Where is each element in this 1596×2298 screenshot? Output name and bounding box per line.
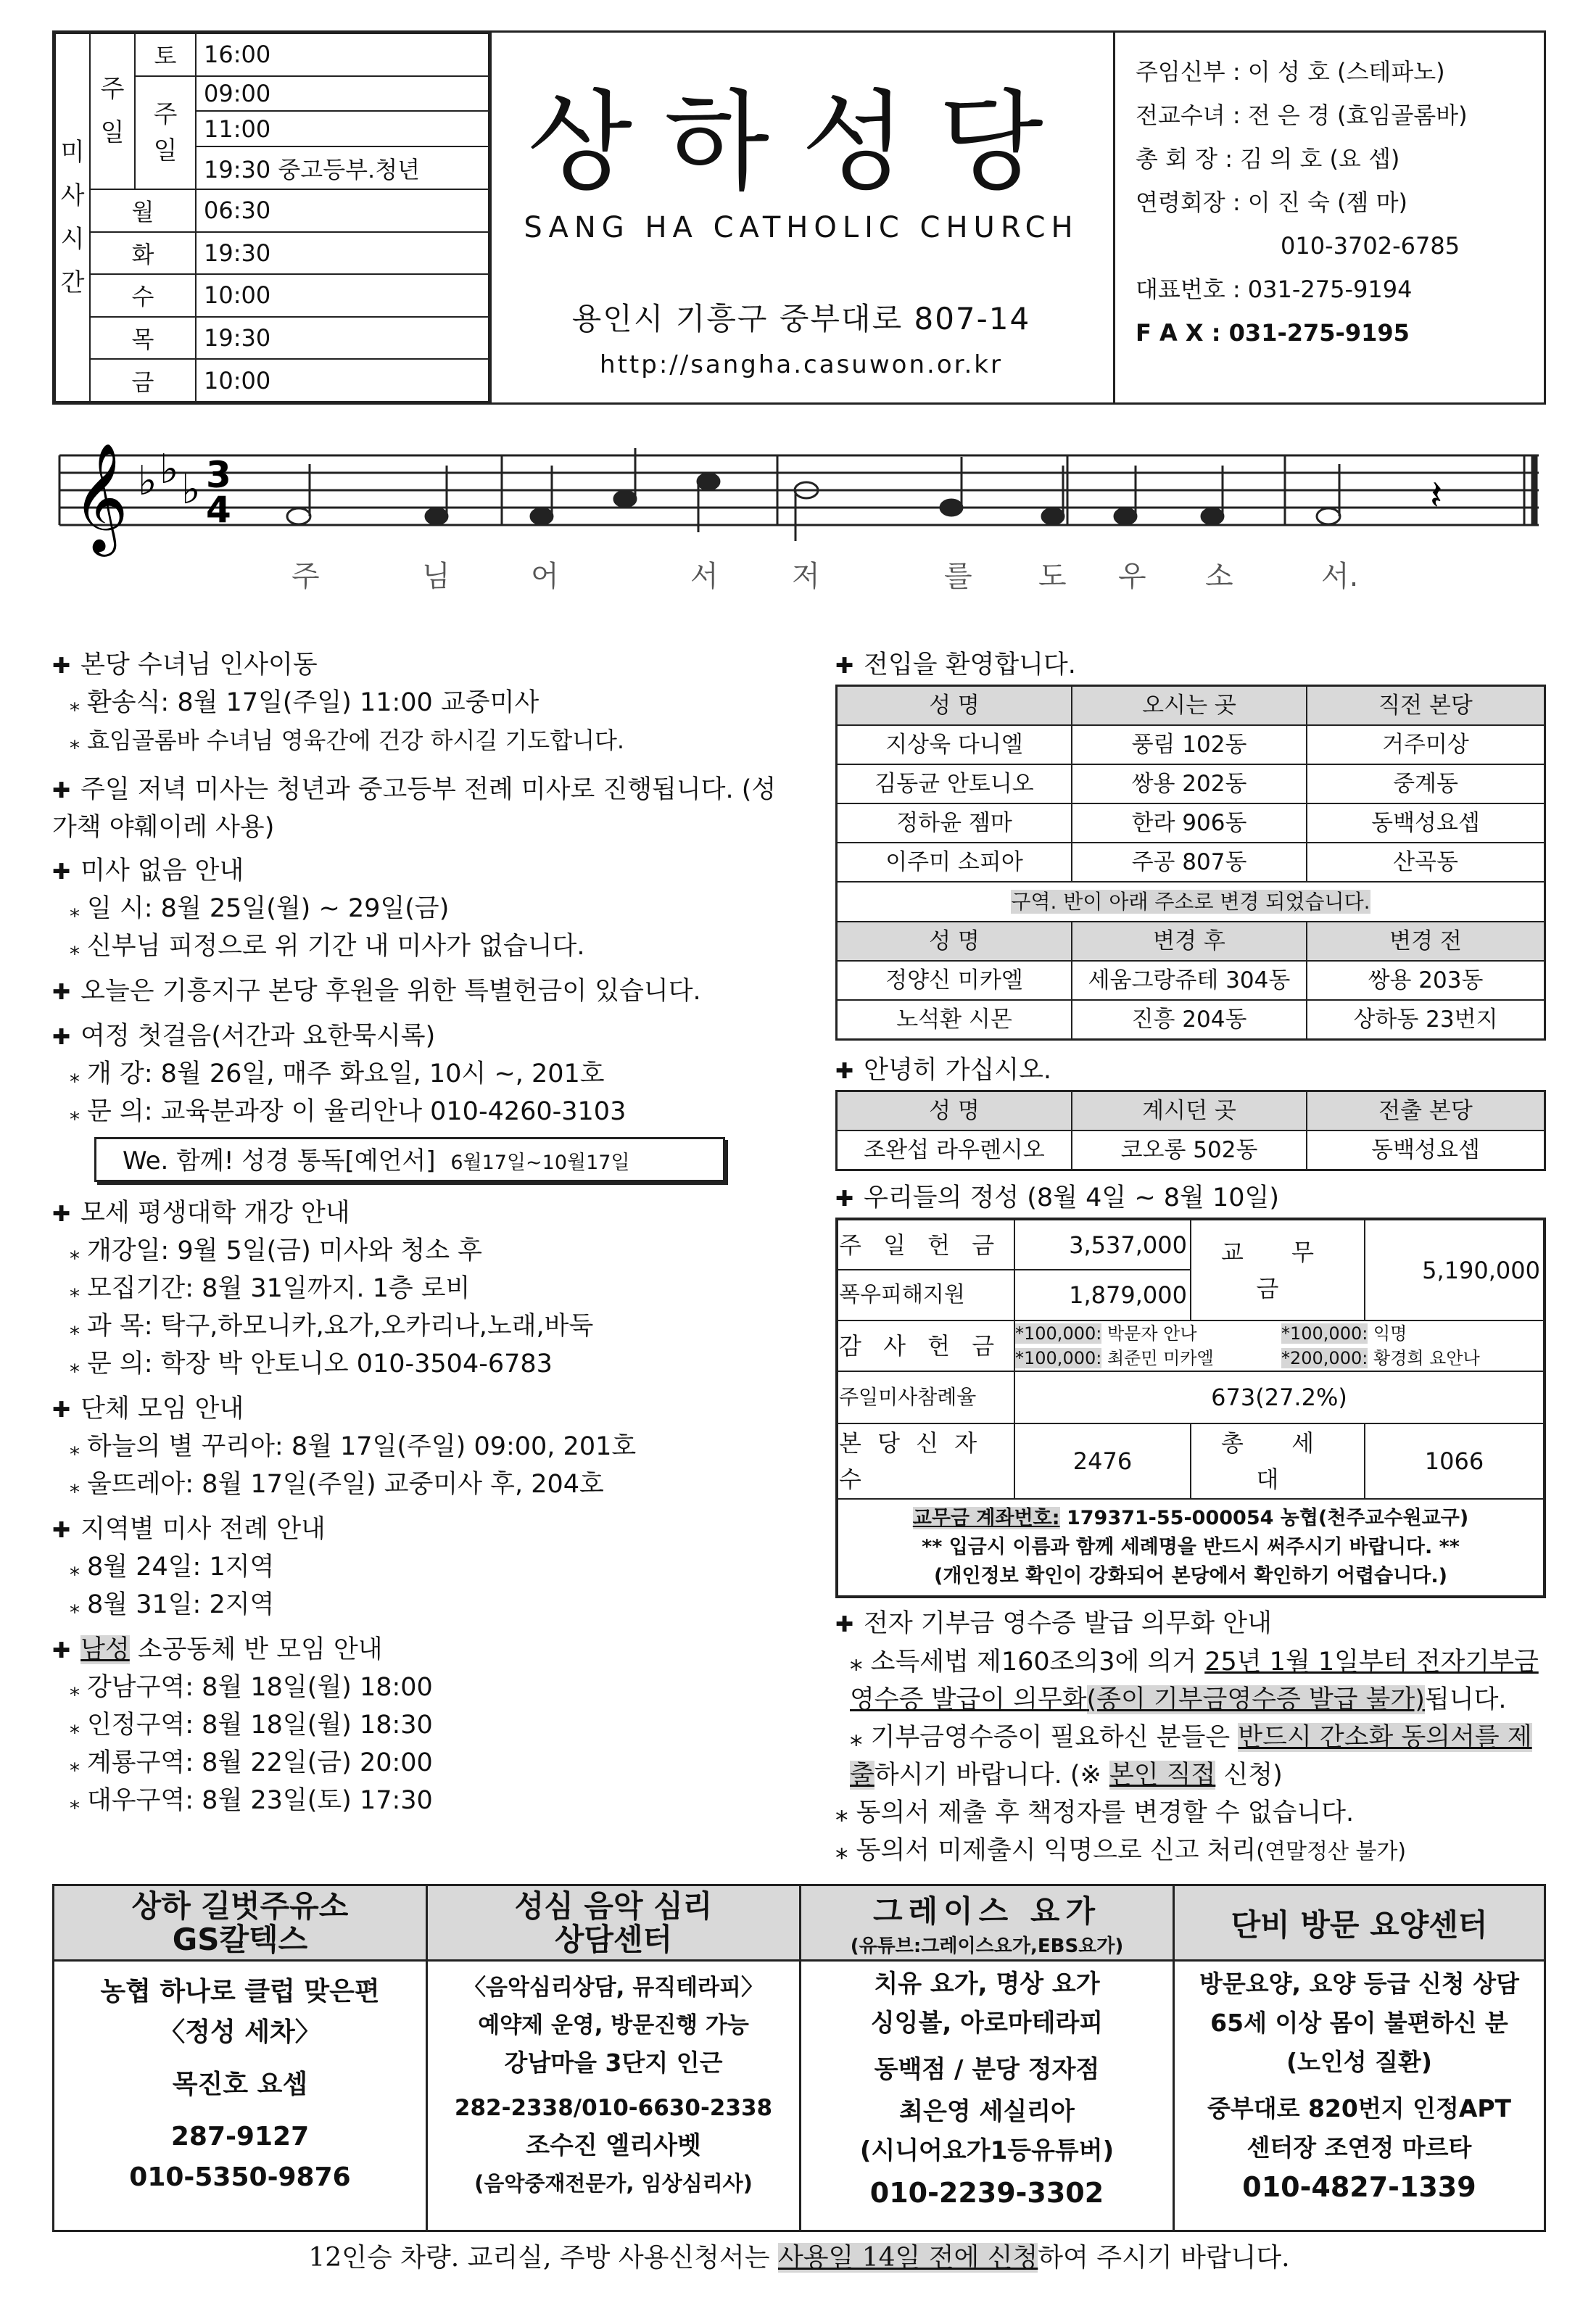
- mass-schedule-table: [54, 33, 489, 402]
- ad-title: 성심 음악 심리 상담센터: [427, 1885, 801, 1961]
- notice-heading: ✚ 본당 수녀님 인사이동: [52, 647, 785, 685]
- footer-text: 하여 주시기 바랍니다.: [1038, 2243, 1290, 2273]
- church-title: 상하성당: [527, 80, 1075, 206]
- staff-line: 전교수녀 : 전 은 경 (효임골롬바): [1136, 102, 1468, 129]
- offer-value: 2476: [1014, 1423, 1191, 1499]
- account-number: 179371-55-000054 농협(천주교수원교구): [1059, 1507, 1469, 1529]
- church-url[interactable]: http://sangha.casuwon.or.kr: [600, 350, 1003, 379]
- table-row: [837, 725, 1545, 764]
- notice-bullet: ⁎ 문 의: 학장 박 안토니오 010-3504-6783: [52, 1346, 785, 1384]
- ad-line: (노인성 질환): [1286, 2048, 1433, 2076]
- ad-title: 단비 방문 요양센터: [1174, 1885, 1545, 1961]
- day-tue: 화: [90, 232, 196, 275]
- table-row: [837, 764, 1545, 803]
- mass-char: 시: [60, 225, 85, 254]
- donor: 황경희 요안나: [1373, 1348, 1480, 1368]
- half-note: [1317, 508, 1340, 524]
- time-sat: 16:00: [196, 33, 489, 76]
- church-address: 용인시 기흥구 중부대로 807-14: [571, 301, 1031, 336]
- welcome-table: [835, 685, 1546, 1041]
- ereceipt-heading: ✚ 전자 기부금 영수증 발급 의무화 안내: [835, 1605, 1546, 1643]
- cell: 정하윤 젬마: [837, 803, 1072, 843]
- ad-line: 287-9127: [170, 2122, 310, 2152]
- table-row: [837, 1131, 1545, 1170]
- time-sig-top: 3: [206, 454, 231, 496]
- thanks-offerings: [1014, 1320, 1545, 1371]
- notice-bullet: ⁎ 모집기간: 8월 31일까지. 1층 로비: [52, 1270, 785, 1308]
- sunday-label: [90, 33, 135, 189]
- amount: *200,000:: [1281, 1348, 1368, 1368]
- time-sig-bottom: 4: [206, 489, 231, 531]
- time-sun-2: 11:00: [196, 111, 489, 146]
- text: (연말정산 불가): [1256, 1839, 1407, 1864]
- cell: 거주미상: [1307, 725, 1545, 764]
- ad-line: 동백점 / 분당 정자점: [874, 2055, 1100, 2084]
- ads-table: [52, 1884, 1546, 2232]
- offer-value: 3,537,000: [1014, 1219, 1191, 1270]
- treble-clef-icon: 𝄞: [73, 442, 128, 552]
- staff-line: 대표번호 : 031-275-9194: [1136, 276, 1413, 303]
- notice-bullet: ⁎ 8월 31일: 2지역: [52, 1587, 785, 1624]
- time-tue: 19:30: [196, 232, 489, 275]
- text: 동의서 미제출시 익명으로 신고 처리: [856, 1836, 1257, 1865]
- offer-label: 주 일 헌 금: [837, 1219, 1014, 1270]
- donor: 최준민 미카엘: [1107, 1348, 1214, 1368]
- half-note: [287, 508, 310, 524]
- text: 신청): [1215, 1761, 1283, 1790]
- col-header: 오시는 곳: [1072, 686, 1307, 726]
- offer-label: 감 사 헌 금: [837, 1320, 1014, 1371]
- text: 동의서 제출 후 책정자를 변경할 수 없습니다.: [856, 1798, 1355, 1827]
- notice-bullet: ⁎ 계룡구역: 8월 22일(금) 20:00: [52, 1745, 785, 1782]
- ad-line: (음악중재전문가, 임상심리사): [474, 2171, 753, 2196]
- donor: 박문자 안나: [1107, 1323, 1197, 1344]
- amount: *100,000:: [1281, 1323, 1368, 1344]
- cell: 풍림 102동: [1072, 725, 1307, 764]
- ad-subtitle: (유튜브:그레이스요가,EBS요가): [850, 1935, 1124, 1957]
- notice-heading: ✚ 주일 저녁 미사는 청년과 중고등부 전례 미사로 진행됩니다. (성가책 야훼이레 사용): [52, 772, 785, 846]
- cell: 지상욱 다니엘: [837, 725, 1072, 764]
- ad-line: 010-2239-3302: [869, 2177, 1104, 2209]
- account-note: ** 입금시 이름과 함께 세례명을 반드시 써주시기 바랍니다. **: [922, 1536, 1460, 1558]
- col-header: 성 명: [837, 1091, 1072, 1131]
- ad-line: 농협 하나로 클럽 맞은편: [100, 1977, 380, 2006]
- left-column: [52, 640, 785, 1820]
- cell: 동백성요셉: [1307, 1131, 1545, 1170]
- rest-icon: 𝄽: [1430, 472, 1443, 519]
- ad-body: [427, 1961, 801, 2231]
- music-score: [52, 428, 1546, 602]
- ad-title-cell: [801, 1885, 1174, 1961]
- quarter-note: [1115, 508, 1136, 524]
- lyric: 를: [944, 560, 972, 593]
- donor: 익명: [1373, 1323, 1407, 1344]
- ad-line: 010-4827-1339: [1242, 2171, 1476, 2203]
- footer-highlight: 사용일 14일 전에 신청: [777, 2243, 1038, 2273]
- ad-line: 예약제 운영, 방문진행 가능: [478, 2012, 749, 2038]
- cell: 중계동: [1307, 764, 1545, 803]
- ad-line: 싱잉볼, 아로마테라피: [870, 2009, 1104, 2038]
- notice-bullet: ⁎ 효임골롬바 수녀님 영육간에 건강 하시길 기도합니다.: [52, 722, 785, 760]
- text: 하시기 바랍니다. (※: [874, 1761, 1109, 1790]
- notice-heading: ✚ 단체 모임 안내: [52, 1391, 785, 1429]
- notice-bullet: ⁎ 8월 24일: 1지역: [52, 1549, 785, 1587]
- ereceipt-para: ⁎ 소득세법 제160조의3에 의거 25년 1월 1일부터 전자기부금 영수증 발급이 의무화(종이 기부금영수증 발급 불가)됩니다.: [850, 1648, 1539, 1714]
- notice-heading: ✚ 미사 없음 안내: [52, 853, 785, 890]
- col-header: 성 명: [837, 922, 1072, 961]
- notice-bullet: ⁎ 과 목: 탁구,하모니카,요가,오카리나,노래,바둑: [52, 1308, 785, 1346]
- footer-text: 12인승 차량. 교리실, 주방 사용신청서는: [308, 2243, 778, 2273]
- staff-line: F A X : 031-275-9195: [1136, 319, 1410, 347]
- time-sun-3: 19:30 중고등부.청년: [196, 146, 489, 189]
- bible-reading-box: [94, 1137, 725, 1182]
- offer-label: 총 세 대: [1191, 1423, 1365, 1499]
- cell: 쌍용 202동: [1072, 764, 1307, 803]
- heading-text: 소공동체 반 모임 안내: [129, 1635, 383, 1664]
- notice-bullet: ⁎ 인정구역: 8월 18일(월) 18:30: [52, 1707, 785, 1745]
- notice-heading: ✚ 지역별 미사 전례 안내: [52, 1511, 785, 1549]
- offer-label: 폭우피해지원: [837, 1270, 1014, 1320]
- account-note: (개인정보 확인이 강화되어 본당에서 확인하기 어렵습니다.): [934, 1565, 1447, 1587]
- ereceipt-para: ⁎ 동의서 제출 후 책정자를 변경할 수 없습니다.: [835, 1798, 1355, 1827]
- ad-line: 목진호 요셉: [172, 2070, 308, 2099]
- heading-highlight: 남성: [80, 1635, 130, 1664]
- header-box: [52, 30, 1546, 405]
- text-highlight: (종이 기부금영수증 발급 불가): [1086, 1685, 1425, 1714]
- staff-line: 연령회장 : 이 진 숙 (젬 마): [1136, 189, 1407, 216]
- offering-heading: ✚ 우리들의 정성 (8월 4일 ~ 8월 10일): [835, 1180, 1546, 1218]
- notice-heading: ✚ 모세 평생대학 개강 안내: [52, 1195, 785, 1233]
- sunday-char: 주: [153, 99, 178, 129]
- notice-heading: ✚ 여정 첫걸음(서간과 요한묵시록): [52, 1018, 785, 1056]
- table-row: [837, 843, 1545, 882]
- ad-line: 282-2338/010-6630-2338: [454, 2095, 773, 2121]
- ad-line: (시니어요가1등유튜버): [859, 2136, 1115, 2165]
- ereceipt-body: [835, 1643, 1546, 1871]
- table-row: [837, 1000, 1545, 1040]
- text-underlined: 25년 1월 1일부터 전자기부금 영수증 발급이 의무화: [850, 1648, 1539, 1714]
- notice-bullet: ⁎ 환송식: 8월 17일(주일) 11:00 교중미사: [52, 685, 785, 722]
- ad-line: 중부대로 820번지 인정APT: [1207, 2094, 1512, 2123]
- ereceipt-para: ⁎ 동의서 미제출시 익명으로 신고 처리(연말정산 불가): [835, 1836, 1407, 1865]
- sunday-char: 일: [153, 136, 178, 165]
- mass-schedule: [54, 33, 492, 402]
- offer-value: 1066: [1365, 1423, 1545, 1499]
- time-mon: 06:30: [196, 189, 489, 232]
- text: 기부금영수증이 필요하신 분들은: [870, 1723, 1239, 1752]
- ereceipt-para: ⁎ 기부금영수증이 필요하신 분들은 반드시 간소화 동의서를 제출하시기 바랍니다. (※ 본인 직접 신청): [850, 1723, 1532, 1790]
- quarter-note: [1202, 508, 1223, 524]
- ad-line: 강남마을 3단지 인근: [504, 2049, 723, 2077]
- notes: [287, 448, 1340, 541]
- day-sat: 토: [135, 33, 196, 76]
- notice-bullet: ⁎ 울뜨레아: 8월 17일(주일) 교중미사 후, 204호: [52, 1466, 785, 1504]
- col-header: 전출 본당: [1307, 1091, 1545, 1131]
- amount: *100,000:: [1015, 1323, 1102, 1344]
- lyric: 서.: [1321, 560, 1359, 593]
- lyrics: [292, 560, 1358, 593]
- offer-value: 673(27.2%): [1014, 1371, 1545, 1423]
- staff-line: 총 회 장 : 김 의 호 (요 셉): [1136, 145, 1400, 173]
- cell: 주공 807동: [1072, 843, 1307, 882]
- time-fri: 10:00: [196, 359, 489, 402]
- cell: 조완섭 라우렌시오: [837, 1131, 1072, 1170]
- flat-icon: ♭: [138, 458, 157, 505]
- notice-bullet: ⁎ 신부님 피정으로 위 기간 내 미사가 없습니다.: [52, 928, 785, 966]
- mass-char: 미: [60, 138, 85, 167]
- cell: 정양신 미카엘: [837, 961, 1072, 1000]
- right-column: [835, 640, 1546, 1871]
- bible-reading-period: 6월17일~10월17일: [450, 1152, 630, 1174]
- notice-bullet: ⁎ 개 강: 8월 26일, 매주 화요일, 10시 ~, 201호: [52, 1056, 785, 1094]
- lyric: 서: [690, 560, 719, 593]
- church-subtitle: SANG HA CATHOLIC CHURCH: [524, 211, 1079, 244]
- day-thu: 목: [90, 317, 196, 360]
- lyric: 주: [292, 560, 320, 593]
- change-note: [837, 882, 1545, 922]
- lyric: 어: [531, 560, 559, 593]
- flat-icon: ♭: [160, 446, 179, 493]
- staff-list: [1113, 33, 1545, 402]
- text-highlight: 본인 직접: [1109, 1761, 1216, 1790]
- footer-note: [52, 2237, 1546, 2274]
- ad-line: 센터장 조연정 마르타: [1246, 2133, 1472, 2162]
- cell: 김동균 안토니오: [837, 764, 1072, 803]
- staff-line: 010-3702-6785: [1281, 232, 1460, 260]
- text-highlight: 반드시 간소화 동의서를 제출: [850, 1723, 1532, 1790]
- ad-line: 최은영 세실리아: [899, 2097, 1075, 2126]
- ad-line: 치유 요가, 명상 요가: [874, 1970, 1100, 1999]
- ad-line: 65세 이상 몸이 불편하신 분: [1210, 2009, 1508, 2037]
- ad-body: [1174, 1961, 1545, 2231]
- time-wed: 10:00: [196, 274, 489, 317]
- offer-label: 교 무 금: [1191, 1219, 1365, 1320]
- mass-char: 사: [60, 181, 85, 210]
- change-note-text: 구역. 반이 아래 주소로 변경 되었습니다.: [1011, 890, 1370, 914]
- col-header: 계시던 곳: [1072, 1091, 1307, 1131]
- text: 소득세법 제160조의3에 의거: [870, 1648, 1205, 1677]
- cell: 이주미 소피아: [837, 843, 1072, 882]
- flat-icon: ♭: [181, 466, 201, 513]
- church-brand: [489, 33, 1113, 402]
- ad-line: 010-5350-9876: [129, 2162, 351, 2192]
- sunday-char: 주: [100, 75, 125, 104]
- col-header: 성 명: [837, 686, 1072, 726]
- col-header: 직전 본당: [1307, 686, 1545, 726]
- staff-line: 주임신부 : 이 성 호 (스테파노): [1136, 58, 1445, 86]
- quarter-note: [426, 508, 447, 524]
- farewell-table: [835, 1090, 1546, 1171]
- text: 됩니다.: [1424, 1685, 1507, 1714]
- quarter-note: [940, 500, 962, 516]
- lyric: 소: [1205, 560, 1233, 593]
- notice-bullet: ⁎ 개강일: 9월 5일(금) 미사와 청소 후: [52, 1233, 785, 1270]
- cell: 상하동 23번지: [1307, 1000, 1545, 1040]
- mass-label: [55, 33, 90, 402]
- ad-body: [801, 1961, 1174, 2231]
- offer-value: 5,190,000: [1365, 1219, 1545, 1320]
- offering-table: [835, 1218, 1546, 1598]
- lyric: 저: [792, 560, 820, 593]
- sunday-char: 일: [100, 118, 125, 148]
- day-mon: 월: [90, 189, 196, 232]
- offer-label: 주일미사참례율: [837, 1371, 1014, 1423]
- cell: 진흥 204동: [1072, 1000, 1307, 1040]
- cell: 코오롱 502동: [1072, 1131, 1307, 1170]
- ad-line: 조수진 엘리사벳: [526, 2131, 701, 2160]
- ad-title: 그레이스 요가: [872, 1893, 1101, 1929]
- ad-line: 〈음악심리상담, 뮤직테라피〉: [463, 1975, 764, 2001]
- lyric: 도: [1038, 560, 1067, 593]
- mass-char: 간: [60, 268, 85, 297]
- day-wed: 수: [90, 274, 196, 317]
- ad-line: 〈정성 세차〉: [159, 2017, 321, 2047]
- notice-heading: [52, 1632, 785, 1669]
- cell: 산곡동: [1307, 843, 1545, 882]
- cell: 노석환 시몬: [837, 1000, 1072, 1040]
- col-header: 변경 전: [1307, 922, 1545, 961]
- lyric: 우: [1118, 560, 1146, 593]
- quarter-note: [698, 474, 719, 489]
- day-fri: 금: [90, 359, 196, 402]
- sunday-sub-label: [135, 76, 196, 189]
- cell: 세움그랑쥬테 304동: [1072, 961, 1307, 1000]
- notice-heading: ✚ 오늘은 기흥지구 본당 후원을 위한 특별헌금이 있습니다.: [52, 973, 785, 1011]
- music-staff: [52, 428, 1546, 602]
- account-label: 교무금 계좌번호:: [912, 1507, 1060, 1529]
- cell: 동백성요셉: [1307, 803, 1545, 843]
- time-thu: 19:30: [196, 317, 489, 360]
- ad-title: 상하 길벗주유소 GS칼텍스: [54, 1885, 427, 1961]
- time-sun-1: 09:00: [196, 76, 489, 112]
- offer-value: 1,879,000: [1014, 1270, 1191, 1320]
- notice-bullet: ⁎ 문 의: 교육분과장 이 율리안나 010-4260-3103: [52, 1094, 785, 1131]
- amount: *100,000:: [1015, 1348, 1102, 1368]
- quarter-note: [614, 491, 636, 507]
- table-row: [837, 803, 1545, 843]
- notice-bullet: ⁎ 대우구역: 8월 23일(토) 17:30: [52, 1782, 785, 1820]
- account-info: [837, 1499, 1545, 1597]
- cell: 쌍용 203동: [1307, 961, 1545, 1000]
- welcome-heading: ✚ 전입을 환영합니다.: [835, 647, 1546, 685]
- bible-reading-title: We. 함께! 성경 통독[예언서]: [123, 1146, 436, 1175]
- notice-bullet: ⁎ 일 시: 8월 25일(월) ~ 29일(금): [52, 890, 785, 928]
- quarter-note: [531, 508, 553, 524]
- cell: 한라 906동: [1072, 803, 1307, 843]
- offer-label: 본 당 신 자 수: [837, 1423, 1014, 1499]
- quarter-note: [1042, 508, 1064, 524]
- notice-bullet: ⁎ 강남구역: 8월 18일(월) 18:00: [52, 1669, 785, 1707]
- farewell-heading: ✚ 안녕히 가십시오.: [835, 1052, 1546, 1090]
- lyric: 님: [422, 560, 450, 593]
- ad-body: [54, 1961, 427, 2231]
- table-row: [837, 961, 1545, 1000]
- col-header: 변경 후: [1072, 922, 1307, 961]
- ad-line: 방문요양, 요양 등급 신청 상담: [1199, 1970, 1520, 1998]
- notice-bullet: ⁎ 하늘의 별 꾸리아: 8월 17일(주일) 09:00, 201호: [52, 1429, 785, 1466]
